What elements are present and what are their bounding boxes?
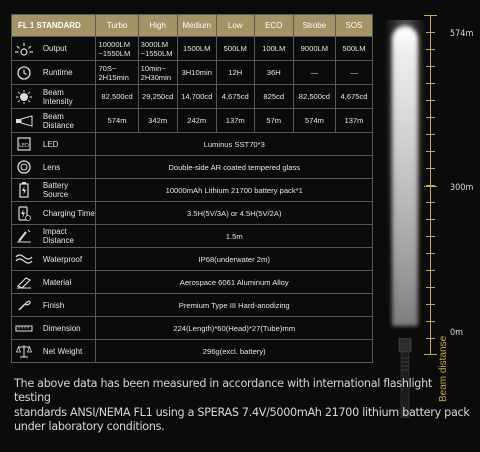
cell-value: 10000mAh Lithium 21700 battery pack*1 [96, 179, 373, 202]
model-name: FL 1 STANDARD [12, 15, 96, 37]
cell-value: Double-side AR coated tempered glass [96, 156, 373, 179]
impact-icon [12, 225, 37, 248]
mode-header: Turbo [96, 15, 138, 37]
cell-value: 137m [216, 109, 254, 133]
table-row-runtime [12, 61, 373, 85]
sun-rays-icon [12, 37, 37, 61]
scale-minor-tick [426, 32, 435, 33]
cell-value: 342m [138, 109, 177, 133]
cell-value: Aerospace 6061 Aluminum Alloy [96, 271, 373, 294]
scale-minor-tick [426, 236, 435, 237]
scale-minor-tick [426, 202, 435, 203]
scale-minor-tick [426, 151, 435, 152]
cell-value: 100LM [254, 37, 293, 61]
lens-icon [12, 156, 37, 179]
cell-value: 14,700cd [177, 85, 216, 109]
row-label: Material [37, 271, 96, 294]
table-row-output [12, 37, 373, 61]
row-label: Beam Distance [37, 109, 96, 133]
scale-minor-tick [426, 219, 435, 220]
mode-header: SOS [336, 15, 373, 37]
cell-value: 12H [216, 61, 254, 85]
cell-value: 574m [293, 109, 335, 133]
row-label: Battery Source [37, 179, 96, 202]
scale-minor-tick [426, 270, 435, 271]
mode-header: ECO [254, 15, 293, 37]
table-row-finish [12, 294, 373, 317]
cell-value: 3H10min [177, 61, 216, 85]
mode-header: Low [216, 15, 254, 37]
cell-value: 4,675cd [216, 85, 254, 109]
cell-value: 1.5m [96, 225, 373, 248]
note-line: under laboratory conditions. [14, 420, 165, 434]
spec-table [11, 14, 373, 363]
cell-value: — [293, 61, 335, 85]
charging-icon [12, 202, 37, 225]
cell-value: 500LM [336, 37, 373, 61]
scale-minor-tick [426, 185, 435, 186]
scale-label-bottom: 0m [450, 328, 464, 338]
note-line: standards ANSI/NEMA FL1 using a SPERAS 7.4V/5000mAh 21700 lithium battery pack [14, 405, 470, 419]
scale-minor-tick [426, 100, 435, 101]
scale-minor-tick [426, 338, 435, 339]
row-label: Output [37, 37, 96, 61]
dimension-icon [12, 317, 37, 340]
cell-value: 825cd [254, 85, 293, 109]
scale-minor-tick [426, 134, 435, 135]
material-icon [12, 271, 37, 294]
scale-minor-tick [426, 83, 435, 84]
scale-minor-tick [426, 15, 435, 16]
mode-header: High [138, 15, 177, 37]
scale-minor-tick [426, 66, 435, 67]
row-label: Impact Distance [37, 225, 96, 248]
row-label: Dimension [37, 317, 96, 340]
cell-value: 574m [96, 109, 138, 133]
row-label: Finish [37, 294, 96, 317]
table-row-led [12, 133, 373, 156]
led-chip-icon [12, 133, 37, 156]
table-header-row [12, 15, 373, 37]
table-row-material [12, 271, 373, 294]
scale-label-mid: 300m [450, 183, 474, 193]
row-label: Net Weight [37, 340, 96, 363]
cell-value: 82,500cd [96, 85, 138, 109]
beam-distance-icon [12, 109, 37, 133]
scale-minor-tick [426, 117, 435, 118]
cell-value: 224(Length)*60(Head)*27(Tube)mm [96, 317, 373, 340]
table-row-charging [12, 202, 373, 225]
beam-light [392, 26, 418, 326]
cell-value: 10min~ 2H30min [138, 61, 177, 85]
row-label: Waterproof [37, 248, 96, 271]
cell-value: 1500LM [177, 37, 216, 61]
finish-icon [12, 294, 37, 317]
cell-value: 9000LM [293, 37, 335, 61]
scale-tick [424, 354, 437, 355]
scale-icon [12, 340, 37, 363]
table-row-battery [12, 179, 373, 202]
row-label: Charging Time [37, 202, 96, 225]
row-label: Runtime [37, 61, 96, 85]
cell-value: 36H [254, 61, 293, 85]
beam-distance-visual [378, 12, 480, 402]
cell-value: Luminus SST70*3 [96, 133, 373, 156]
beam-intensity-icon [12, 85, 37, 109]
scale-minor-tick [426, 253, 435, 254]
cell-value: 242m [177, 109, 216, 133]
scale-minor-tick [426, 49, 435, 50]
svg-text:LED: LED [19, 143, 30, 149]
cell-value: — [336, 61, 373, 85]
scale-minor-tick [426, 168, 435, 169]
measurement-note [14, 377, 470, 435]
table-row-beam-intensity [12, 85, 373, 109]
table-row-dimension [12, 317, 373, 340]
table-row-weight [12, 340, 373, 363]
mode-header: Strobe [293, 15, 335, 37]
clock-icon [12, 61, 37, 85]
cell-value: 29,250cd [138, 85, 177, 109]
cell-value: 296g(excl. battery) [96, 340, 373, 363]
row-label: Beam Intensity [37, 85, 96, 109]
scale-minor-tick [426, 321, 435, 322]
cell-value: 137m [336, 109, 373, 133]
cell-value: 3000LM ~1550LM [138, 37, 177, 61]
cell-value: 57m [254, 109, 293, 133]
row-label: Lens [37, 156, 96, 179]
cell-value: Premium Type III Hard-anodizing [96, 294, 373, 317]
waterproof-icon [12, 248, 37, 271]
scale-tick [424, 186, 437, 187]
note-line: The above data has been measured in accordance with international flashlight testing [14, 377, 432, 405]
scale-label-top: 574m [450, 29, 474, 39]
beam-distance-title: Beam distanse [438, 335, 449, 402]
scale-minor-tick [426, 287, 435, 288]
table-row-impact [12, 225, 373, 248]
table-row-beam-distance [12, 109, 373, 133]
cell-value: 4,675cd [336, 85, 373, 109]
battery-icon [12, 179, 37, 202]
cell-value: 500LM [216, 37, 254, 61]
table-row-lens [12, 156, 373, 179]
cell-value: IP68(underwater 2m) [96, 248, 373, 271]
cell-value: 70S~ 2H15min [96, 61, 138, 85]
table-row-waterproof [12, 248, 373, 271]
cell-value: 82,500cd [293, 85, 335, 109]
row-label: LED [37, 133, 96, 156]
mode-header: Medium [177, 15, 216, 37]
cell-value: 10000LM ~1550LM [96, 37, 138, 61]
scale-minor-tick [426, 304, 435, 305]
cell-value: 3.5H(5V/3A) or 4.5H(5V/2A) [96, 202, 373, 225]
